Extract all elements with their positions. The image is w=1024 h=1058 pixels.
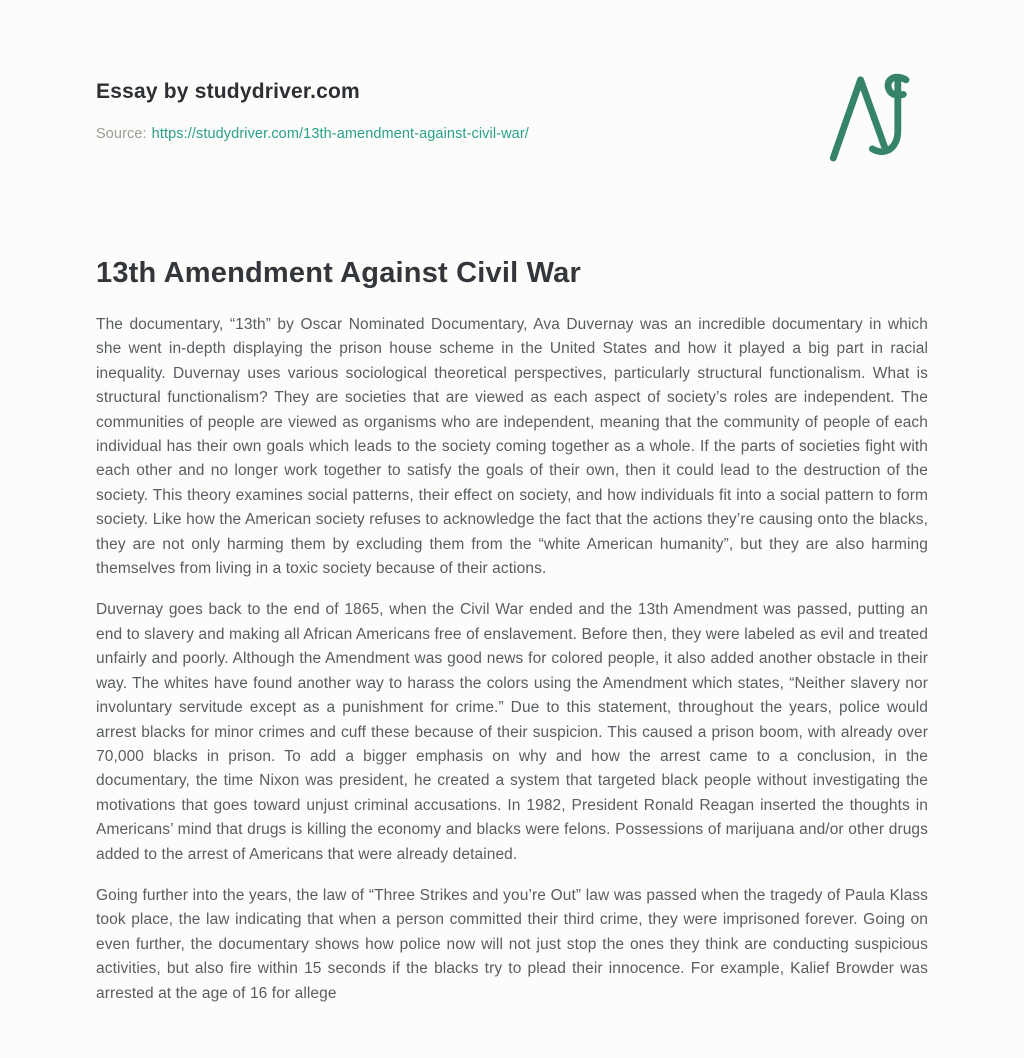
source-line: [96, 126, 529, 142]
article-title: 13th Amendment Against Civil War: [96, 257, 581, 289]
essay-paragraph: The documentary, “13th” by Oscar Nominated Documentary, Ava Duvernay was an incredible documentary in which she went in-depth displaying the prison house scheme in the United States and how it played a big part in racial inequality. Duvernay uses various sociological theoretical perspectives, particularly structural functionalism. What is structural functionalism? They are societies that are viewed as each aspect of society’s roles are independent. The communities of people are viewed as organisms who are independent, meaning that the community of people of each individual has their own goals which leads to the society coming together as a whole. If the parts of societies fight with each other and no longer work together to satisfy the goals of their own, then it could lead to the destruction of the society. This theory examines social patterns, their effect on society, and how individuals fit into a social pattern to form society. Like how the American society refuses to acknowledge the fact that the actions they’re causing onto the blacks, they are not only harming them by excluding them from the “white American humanity”, but they are also harming themselves from living in a toxic society because of their actions.: [96, 316, 928, 578]
article-body: [96, 313, 928, 1006]
page-header: [96, 76, 928, 169]
source-label: Source:: [96, 126, 147, 142]
studydriver-logo-icon: [826, 72, 926, 164]
source-url-link[interactable]: https://studydriver.com/13th-amendment-against-civil-war/: [151, 126, 529, 142]
header-text-block: [96, 76, 529, 142]
essay-paragraph: Duvernay goes back to the end of 1865, when the Civil War ended and the 13th Amendment was passed, putting an end to slavery and making all African Americans free of enslavement. Before then, they were labeled as evil and treated unfairly and poorly. Although the Amendment was good news for colored people, it also added another obstacle in their way. The whites have found another way to harass the colors using the Amendment which states, “Neither slavery nor involuntary servitude except as a punishment for crime.” Due to this statement, throughout the years, police would arrest blacks for minor crimes and cuff these because of their suspicion. This caused a prison boom, with already over 70,000 blacks in prison. To add a bigger emphasis on why and how the arrest came to a conclusion, in the documentary, the time Nixon was president, he created a system that targeted black people without investigating the motivations that goes toward unjust criminal accusations. In 1982, President Ronald Reagan inserted the thoughts in Americans’ mind that drugs is killing the economy and blacks were felons. Possessions of marijuana and/or other drugs added to the arrest of Americans that were already detained.: [96, 601, 928, 863]
essay-paragraph: Going further into the years, the law of “Three Strikes and you’re Out” law was passed when the tragedy of Paula Klass took place, the law indicating that when a person committed their third crime, they were imprisoned forever. Going on even further, the documentary shows how police now will not just stop the ones they think are conducting suspicious activities, but also fire within 15 seconds if the blacks try to plead their innocence. For example, Kalief Browder was arrested at the age of 16 for allege: [96, 886, 928, 1002]
studydriver-logo: [826, 72, 926, 169]
essay-by-line: Essay by studydriver.com: [96, 80, 360, 103]
